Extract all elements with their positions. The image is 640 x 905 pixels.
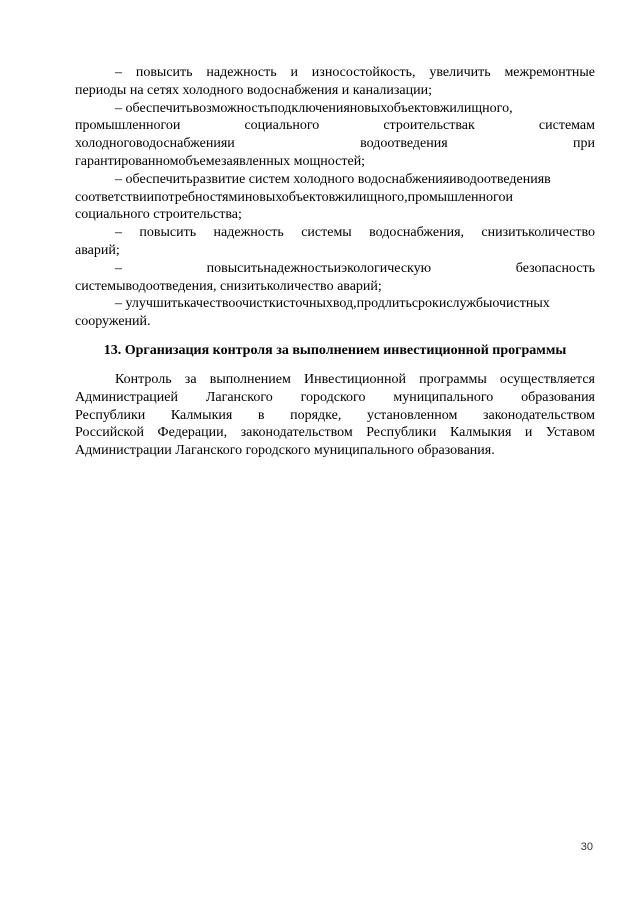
bullet-5-line-1: – повыситьнадежностьиэкологическую безопасность [115,260,595,276]
bullet-4-line-1: – повысить надежность системы водоснабжения, снизитьколичество [115,225,595,241]
paragraph-line-4: Российской Федерации, законодательством Республики Калмыкия и Уставом [75,425,595,441]
bullet-list [75,64,595,331]
bullet-3-line-1: – обеспечитьразвитие систем холодного водоснабженияиводоотведенияв [115,171,551,187]
bullet-1-line-1: – повысить надежность и износостойкость, увеличить межремонтные [115,65,595,80]
bullet-5-line-2: системыводоотведения, снизитьколичество аварий; [75,278,382,294]
bullet-6-line-1: – улучшитькачествоочисткисточныхвод,продлитьсрокислужбыочистных [115,296,550,312]
bullet-4-line-2: аварий; [75,242,120,258]
bullet-2-line-3: холодноговодоснабженияи водоотведения при [75,136,595,152]
paragraph-line-5: Администрации Лаганского городского муниципального образования. [75,443,495,459]
bullet-2-line-2: промышленногои социального строительствак системам [75,118,595,134]
bullet-3-line-3: социального строительства; [75,207,242,223]
paragraph-line-2: Администрацией Лаганского городского муниципального образования [75,389,595,405]
bullet-2-line-1: – обеспечитьвозможностьподключенияновыхобъектовжилищного, [115,100,513,116]
bullet-3-line-2: соответствиипотребностяминовыхобъектовжилищного,промышленногои [75,189,513,205]
section-paragraph [75,371,595,460]
bullet-1-line-2: периоды на сетях холодного водоснабжения и канализации; [75,82,432,98]
paragraph-line-3: Республики Калмыкия в порядке, установленном законодательством [75,407,595,423]
page-number: 30 [580,841,593,853]
section-heading: 13. Организация контроля за выполнением инвестиционной программы [103,343,567,358]
bullet-2-line-4: гарантированномобъемезаявленных мощностей; [75,153,366,169]
paragraph-line-1: Контроль за выполнением Инвестиционной программы осуществляется [115,372,595,387]
bullet-6-line-2: сооружений. [75,314,151,330]
